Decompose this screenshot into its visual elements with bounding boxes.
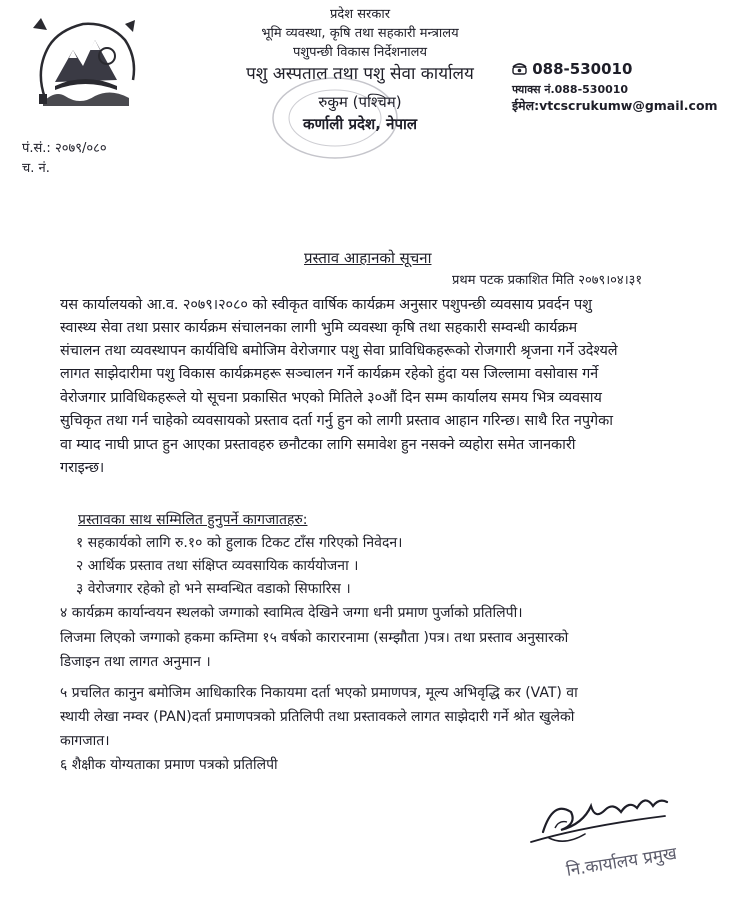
header-ministry: भूमि व्यवस्था, कृषि तथा सहकारी मन्त्रालय [261,26,459,41]
notice-body-line: संचालन तथा व्यवस्थापन कार्यविधि बमोजिम वेरोजगार पशु सेवा प्राविधिकहरूको रोजगारी श्रृजना गर्ने उदेश्यले [60,343,618,359]
notice-body-line: गराइन्छ। [60,460,105,476]
document-item: ४ कार्यक्रम कार्यान्वयन स्थलको जग्गाको स्वामित्व देखिने जग्गा धनी प्रमाण पुर्जाको प्रतिलिपी। [60,605,523,621]
document-item: कागजात। [60,733,110,749]
notice-body-line: सुचिकृत तथा गर्न चाहेको व्यवसायको प्रस्ताव दर्ता गर्नु हुन को लागी प्रस्ताव आहान गरिन्छ। साथै रित नपुगेका [60,413,613,429]
document-item: स्थायी लेखा नम्वर (PAN)दर्ता प्रमाणपत्रको प्रतिलिपी तथा प्रस्तावकले लागत साझेदारी गर्ने श्रोत खुलेको [60,709,575,725]
notice-body-line: लागत साझेदारीमा पशु विकास कार्यक्रमहरू सञ्चालन गर्ने कार्यक्रम रहेको हुंदा यस जिल्लामा वसोवास गर्ने [60,366,599,382]
phone-line [512,60,632,78]
notice-body-line: स्वास्थ्य सेवा तथा प्रसार कार्यक्रम संचालनका लागी भुमि व्यवस्था कृषि तथा सहकारी सम्वन्धी कार्यक्रम [60,320,578,336]
notice-body-line: वेरोजगार प्राविधिकहरूले यो सूचना प्रकासित भएको मितिले ३०औं दिन सम्म कार्यालय समय भित्र व्यवसाय [60,390,602,406]
signatory-designation: नि.कार्यालय प्रमुख [564,843,679,881]
document-item: ६ शैक्षीक योग्यताका प्रमाण पत्रको प्रतिलिपी [60,757,278,773]
document-item: २ आर्थिक प्रस्ताव तथा संक्षिप्त व्यवसायिक कार्ययोजना । [76,558,359,574]
header-province-government: प्रदेश सरकार [329,7,391,22]
header-province: कर्णाली प्रदेश, नेपाल [302,115,418,133]
document-item: लिजमा लिएको जग्गाको हकमा कम्तिमा १५ वर्षको कारारनामा (सम्झौता )पत्र। तथा प्रस्ताव अनुसारको [60,630,569,646]
fax-number: फ्याक्स नं.088-530010 [512,83,629,96]
document-item: ५ प्रचलित कानुन बमोजिम आधिकारिक निकायमा दर्ता भएको प्रमाणपत्र, मूल्य अभिवृद्धि कर (VAT) वा [60,685,578,701]
published-date: प्रथम पटक प्रकाशित मिति २०७९।०४।३१ [452,273,643,288]
signature [525,772,725,907]
telephone-icon [512,62,527,75]
document-item: ३ वेरोजगार रहेको हो भने सम्वन्धित वडाको सिफारिस । [76,581,351,597]
notice-body-line: वा म्याद नाघी प्राप्त हुन आएका प्रस्तावहरु छनौटका लागि समावेश हुन नसक्ने व्यहोरा समेत जानकारी [60,437,576,453]
document-item: डिजाइन तथा लागत अनुमान । [60,654,211,670]
document-item: १ सहकार्यको लागि रु.१० को हुलाक टिकट टाँस गरिएको निवेदन। [76,535,403,551]
header-district: रुकुम (पश्चिम) [318,93,402,111]
required-documents-heading: प्रस्तावका साथ सम्मिलित हुनुपर्ने कागजातहरु: [78,512,308,528]
office-stamp [260,68,410,168]
nepal-emblem-logo [25,10,145,110]
notice-body-line: यस कार्यालयको आ.व. २०७९।२०८० को स्वीकृत वार्षिक कार्यक्रम अनुसार पशुपन्छी व्यवसाय प्रवर्दन पशु [60,297,592,313]
header-office-name: पशु अस्पताल तथा पशु सेवा कार्यालय [246,64,474,84]
phone-number: 088-530010 [532,60,633,78]
header-directorate: पशुपन्छी विकास निर्देशनालय [292,45,428,60]
letter-number: पं.सं.: २०७९/०८० [22,141,107,156]
email-address: ईमेल:vtcscrukumw@gmail.com [512,98,718,113]
notice-title: प्रस्ताव आहानको सूचना [304,249,432,267]
dispatch-number: च. नं. [22,161,50,176]
